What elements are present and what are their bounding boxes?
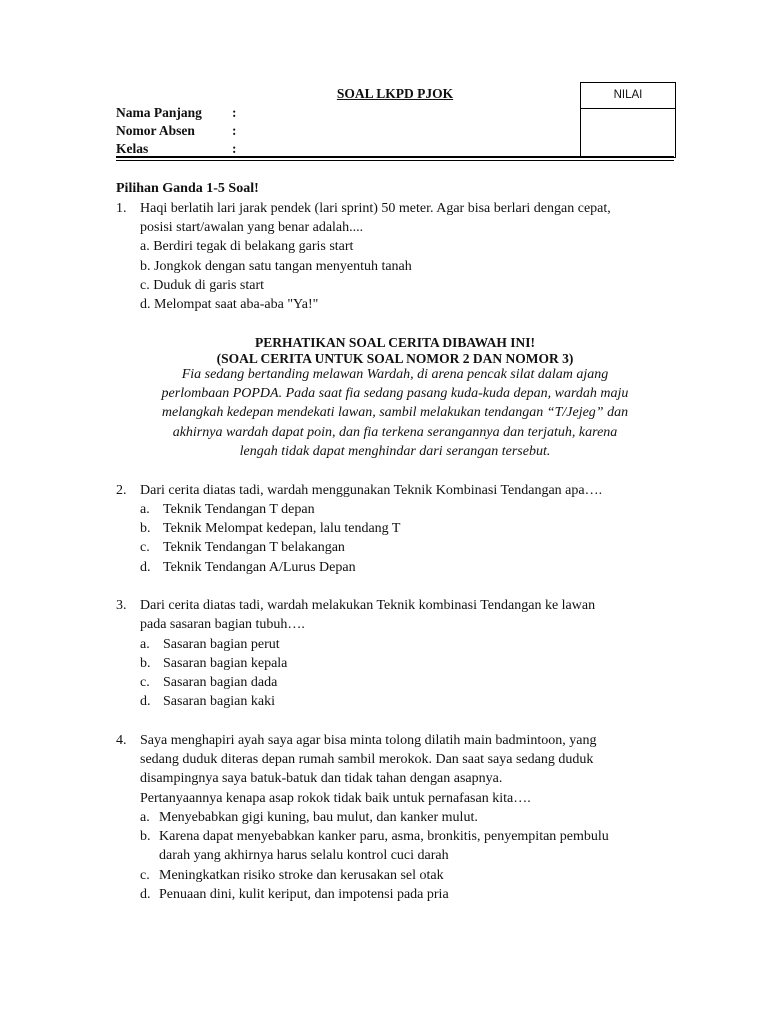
question-number: 1. xyxy=(116,201,127,216)
answer-option: Teknik Tendangan T depan xyxy=(163,502,315,517)
answer-option: d. Melompat saat aba-aba "Ya!" xyxy=(140,297,319,312)
question-text: Pertanyaannya kenapa asap rokok tidak baik untuk pernafasan kita…. xyxy=(140,791,531,806)
answer-option: Sasaran bagian kepala xyxy=(163,656,288,671)
answer-option: Sasaran bagian dada xyxy=(163,675,278,690)
question-number: 2. xyxy=(116,483,127,498)
answer-option: Menyebabkan gigi kuning, bau mulut, dan kanker mulut. xyxy=(159,810,478,825)
option-letter: b. xyxy=(140,521,151,536)
option-letter: c. xyxy=(140,868,150,883)
field-label: Nomor Absen xyxy=(116,123,195,138)
story-text: lengah tidak dapat menghindar dari serangan tersebut. xyxy=(239,444,551,459)
answer-option: Sasaran bagian kaki xyxy=(163,694,275,709)
answer-option: c. Duduk di garis start xyxy=(140,278,265,293)
question-text: Dari cerita diatas tadi, wardah melakukan Teknik kombinasi Tendangan ke lawan xyxy=(140,598,596,613)
option-letter: c. xyxy=(140,540,150,555)
answer-option: b. Jongkok dengan satu tangan menyentuh tanah xyxy=(140,259,412,274)
question-number: 3. xyxy=(116,598,127,613)
answer-option: Meningkatkan risiko stroke dan kerusakan sel otak xyxy=(159,868,444,883)
field-colon: : xyxy=(232,123,237,138)
section-heading: Pilihan Ganda 1-5 Soal! xyxy=(116,181,259,196)
question-text: posisi start/awalan yang benar adalah.... xyxy=(140,220,364,235)
option-letter: a. xyxy=(140,502,150,517)
score-box xyxy=(580,82,676,158)
story-text: perlombaan POPDA. Pada saat fia sedang pasang kuda-kuda depan, wardah maju xyxy=(161,386,629,401)
question-text: pada sasaran bagian tubuh…. xyxy=(140,617,305,632)
option-letter: a. xyxy=(140,810,150,825)
field-nomor-absen xyxy=(116,122,237,140)
worksheet-title: SOAL LKPD PJOK xyxy=(336,86,454,101)
story-heading: PERHATIKAN SOAL CERITA DIBAWAH INI! xyxy=(254,335,536,350)
question-text: Dari cerita diatas tadi, wardah menggunakan Teknik Kombinasi Tendangan apa…. xyxy=(140,483,603,498)
field-nama-panjang xyxy=(116,104,237,122)
option-letter: d. xyxy=(140,560,151,575)
option-letter: d. xyxy=(140,694,151,709)
story-text: melangkah kedepan mendekati lawan, sambil melakukan tendangan “T/Jejeg” dan xyxy=(161,405,629,420)
option-letter: c. xyxy=(140,675,150,690)
question-text: Haqi berlatih lari jarak pendek (lari sprint) 50 meter. Agar bisa berlari dengan cepat, xyxy=(140,201,611,216)
question-number: 4. xyxy=(116,733,127,748)
question-text: disampingnya saya batuk-batuk dan tidak tahan dengan asapnya. xyxy=(140,771,503,786)
answer-option-continuation: darah yang akhirnya harus selalu kontrol cuci darah xyxy=(159,848,449,863)
answer-option: Teknik Melompat kedepan, lalu tendang T xyxy=(163,521,401,536)
story-subheading: (SOAL CERITA UNTUK SOAL NOMOR 2 DAN NOMOR 3) xyxy=(216,351,574,366)
score-label: NILAI xyxy=(581,83,675,109)
story-text: akhirnya wardah dapat poin, dan fia terkena serangannya dan terjatuh, karena xyxy=(172,425,618,440)
answer-option: Penuaan dini, kulit keriput, dan impotensi pada pria xyxy=(159,887,449,902)
answer-option: Sasaran bagian perut xyxy=(163,637,280,652)
answer-option: Karena dapat menyebabkan kanker paru, asma, bronkitis, penyempitan pembulu xyxy=(159,829,609,844)
option-letter: b. xyxy=(140,656,151,671)
answer-option: a. Berdiri tegak di belakang garis start xyxy=(140,239,354,254)
header-divider xyxy=(116,156,674,158)
answer-option: Teknik Tendangan T belakangan xyxy=(163,540,345,555)
option-letter: a. xyxy=(140,637,150,652)
field-colon: : xyxy=(232,141,237,156)
option-letter: b. xyxy=(140,829,151,844)
story-text: Fia sedang bertanding melawan Wardah, di arena pencak silat dalam ajang xyxy=(181,367,609,382)
question-text: sedang duduk diteras depan rumah sambil merokok. Dan saat saya sedang duduk xyxy=(140,752,594,767)
answer-option: Teknik Tendangan A/Lurus Depan xyxy=(163,560,356,575)
field-label: Nama Panjang xyxy=(116,105,202,120)
field-label: Kelas xyxy=(116,141,149,156)
question-text: Saya menghapiri ayah saya agar bisa minta tolong dilatih main badmintoon, yang xyxy=(140,733,597,748)
field-colon: : xyxy=(232,105,237,120)
header-divider-thin xyxy=(116,160,674,161)
option-letter: d. xyxy=(140,887,151,902)
